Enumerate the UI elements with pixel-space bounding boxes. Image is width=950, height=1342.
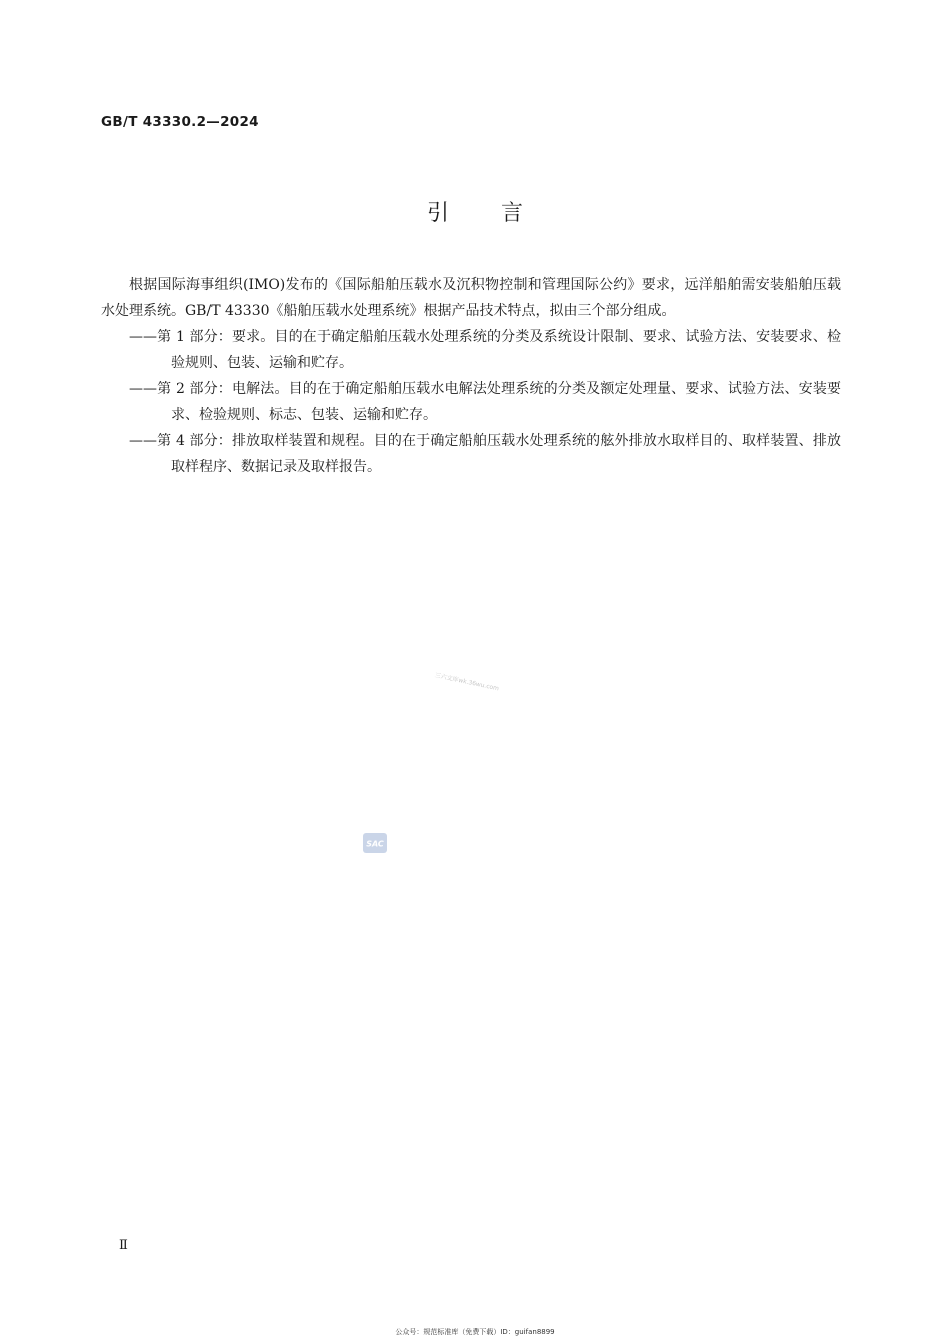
standard-code: GB/T 43330.2—2024	[101, 114, 259, 130]
part-item-1: ——第 1 部分：要求。目的在于确定船舶压载水处理系统的分类及系统设计限制、要求、试验方法、安装要求、检验规则、包装、运输和贮存。	[129, 329, 841, 371]
svg-text:SAC: SAC	[366, 839, 384, 849]
part-item-4: ——第 4 部分：排放取样装置和规程。目的在于确定船舶压载水处理系统的舷外排放水取样目的、取样装置、排放取样程序、数据记录及取样报告。	[129, 433, 841, 475]
intro-paragraph: 根据国际海事组织(IMO)发布的《国际船舶压载水及沉积物控制和管理国际公约》要求，远洋船舶需安装船舶压载水处理系统。GB/T 43330《船舶压载水处理系统》根据产品技术特点，拟由三个部分组成。	[101, 277, 841, 319]
footer-text: 公众号：规范标准库（免费下载）ID：guifan8899	[395, 1328, 555, 1336]
part-item-2: ——第 2 部分：电解法。目的在于确定船舶压载水电解法处理系统的分类及额定处理量、要求、试验方法、安装要求、检验规则、标志、包装、运输和贮存。	[129, 381, 841, 423]
document-body	[101, 272, 841, 480]
page-number: Ⅱ	[119, 1238, 128, 1253]
page-title: 引言	[426, 201, 575, 226]
sac-logo-icon	[363, 833, 387, 853]
watermark-text: 三六文库wk.36wu.com	[434, 671, 500, 693]
